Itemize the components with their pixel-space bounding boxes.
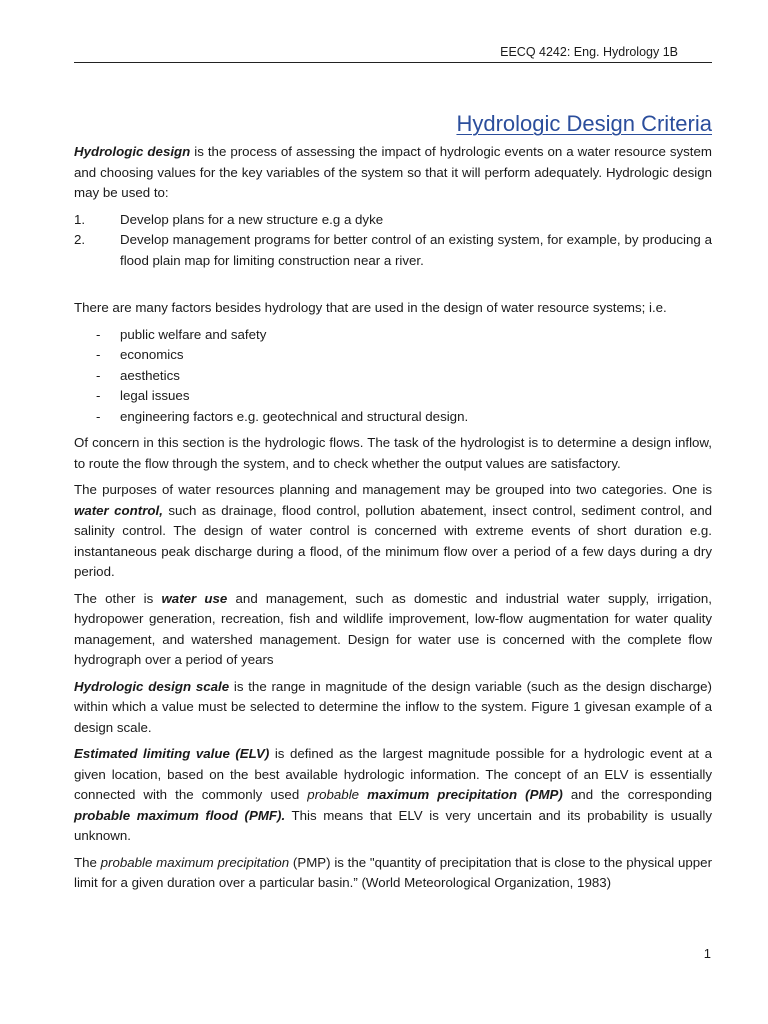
paragraph-water-use: The other is water use and management, such as domestic and industrial water supply, irrigation, hydropower generation, recreation, fish and wildlife improvement, low-flow augmentation for water quality management, and watershed management. Design for water use is concerned with the complete flow hydrograph over a period of years: [74, 590, 712, 667]
page-header: [74, 44, 712, 63]
list-item: - public welfare and safety: [96, 326, 267, 342]
paragraph-hydrologic-flows: Of concern in this section is the hydrologic flows. The task of the hydrologist is to determine a design inflow, to route the flow through the system, and to check whether the output values are satisfactory.: [74, 435, 712, 471]
paragraph-water-control: The purposes of water resources planning and management may be grouped into two categories. One is water control, such as drainage, flood control, pollution abatement, insect control, sediment control, and salinity control. The design of water control is concerned with extreme events of short duration e.g. instantaneous peak discharge during a flood, of the minimum flow over a period of a few days during a dry period.: [74, 482, 712, 579]
list-item: - engineering factors e.g. geotechnical and structural design.: [96, 408, 469, 424]
paragraph-design-scale: Hydrologic design scale is the range in magnitude of the design variable (such as the design discharge) within which a value must be selected to determine the inflow to the system. Figure 1 givesan example of a design scale.: [74, 678, 712, 735]
term-water-control: water control,: [74, 502, 163, 518]
term-pmp: maximum precipitation (PMP): [367, 787, 563, 802]
page-title: Hydrologic Design Criteria: [456, 111, 712, 136]
document-body: [74, 142, 712, 900]
paragraph-intro: Hydrologic design is the process of assessing the impact of hydrologic events on a water resource system and choosing values for the key variables of the system so that it will perform adequately. Hydrologic design may be used to:: [74, 144, 712, 200]
term-elv: Estimated limiting value (ELV): [74, 746, 270, 761]
dash-list: [74, 325, 712, 428]
paragraph-pmp: The probable maximum precipitation (PMP) is the "quantity of precipitation that is close to the physical upper limit for a given duration over a particular basin.” (World Meteorological Organization, 1983): [74, 854, 713, 890]
term-water-use: water use: [161, 590, 228, 606]
list-item: - aesthetics: [96, 367, 180, 383]
paragraph-factors: There are many factors besides hydrology that are used in the design of water resource systems; i.e.: [74, 300, 667, 315]
page-number: 1: [703, 946, 711, 961]
term-pmp-italic: probable maximum precipitation: [100, 854, 290, 870]
numbered-list: [74, 210, 712, 272]
course-code: EECQ 4242: Eng. Hydrology 1B: [500, 45, 678, 59]
term-hydrologic-design: Hydrologic design: [74, 144, 191, 159]
list-item: - economics: [96, 347, 184, 362]
term-pmf: probable maximum flood (PMF).: [74, 807, 286, 823]
list-item: 2. Develop management programs for better control of an existing system, for example, by producing a flood plain map for limiting construction near a river.: [74, 232, 712, 268]
list-item: 1. Develop plans for a new structure e.g a dyke: [74, 211, 384, 227]
list-item: - legal issues: [96, 388, 190, 403]
paragraph-elv: Estimated limiting value (ELV) is defined as the largest magnitude possible for a hydrologic event at a given location, based on the best available hydrologic information. The concept of an ELV is essentially connected with the commonly used probable maximum precipitation (PMP) and the corresponding probable maximum flood (PMF). This means that ELV is very uncertain and its probability is usually unknown.: [74, 746, 712, 843]
term-design-scale: Hydrologic design scale: [74, 678, 230, 694]
